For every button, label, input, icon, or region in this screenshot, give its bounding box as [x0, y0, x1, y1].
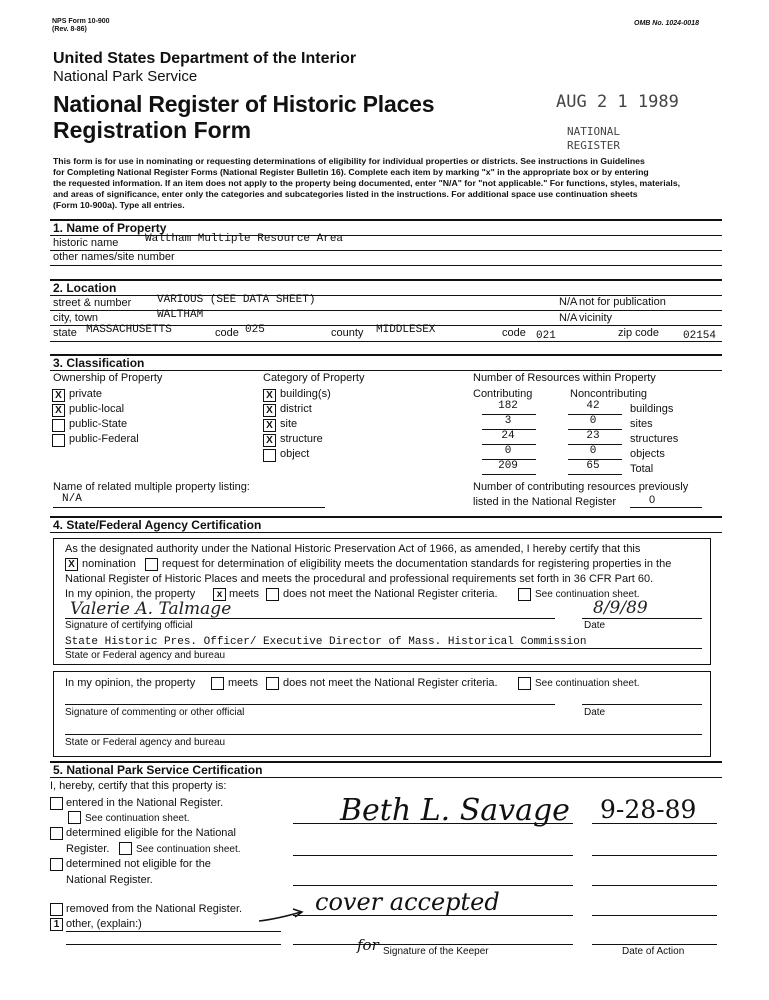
- agency-line: [65, 734, 702, 735]
- contrib-total: 209: [498, 460, 518, 472]
- commenting-signature-label: Signature of commenting or other official: [65, 707, 245, 718]
- public-state-checkbox[interactable]: [52, 419, 65, 432]
- other-label: other, (explain:): [66, 918, 142, 930]
- form-title-line2: Registration Form: [53, 117, 252, 143]
- underline: [482, 474, 536, 475]
- buildings-row-label: buildings: [630, 403, 674, 415]
- keeper-line: [293, 944, 573, 945]
- nfp-label: not for publication: [579, 296, 666, 308]
- district-checkbox[interactable]: X: [263, 404, 276, 417]
- public-federal-checkbox[interactable]: [52, 434, 65, 447]
- continuation-checkbox[interactable]: [518, 588, 531, 601]
- intro-line: (Form 10-900a). Type all entries.: [53, 200, 185, 210]
- previously-listed-label-1: Number of contributing resources previously: [473, 481, 689, 493]
- county-code-label: code: [502, 327, 526, 339]
- meets-checkbox[interactable]: x: [213, 588, 226, 601]
- date-of-action-label: Date of Action: [622, 946, 685, 957]
- county-label: county: [331, 327, 364, 339]
- entered-checkbox[interactable]: [50, 797, 63, 810]
- nomination-checkbox[interactable]: X: [65, 558, 78, 571]
- cert-para-line2: request for determination of eligibility meets the documentation standards for registering properties in the: [162, 558, 672, 570]
- see-cont-2-checkbox[interactable]: [119, 842, 132, 855]
- meets-label: meets: [229, 588, 259, 600]
- ownership-heading: Ownership of Property: [53, 372, 163, 384]
- action-date-value: 9-28-89: [600, 795, 697, 824]
- see-cont-1-checkbox[interactable]: [68, 811, 81, 824]
- date-line: [582, 704, 702, 705]
- city-label: city, town: [53, 312, 99, 324]
- historic-name-value[interactable]: Waltham Multiple Resource Area: [145, 233, 344, 245]
- site-checkbox[interactable]: X: [263, 419, 276, 432]
- determined-not-eligible-label: determined not eligible for the: [66, 858, 211, 870]
- section-1-heading: 1. Name of Property: [53, 221, 167, 235]
- department: United States Department of the Interior: [53, 50, 357, 67]
- private-checkbox[interactable]: X: [52, 389, 65, 402]
- divider: [50, 341, 722, 342]
- keeper-line: [293, 885, 573, 886]
- explain-line: [66, 944, 281, 945]
- certifying-signature: Valerie A. Talmage: [70, 599, 232, 619]
- opinion-label: In my opinion, the property: [65, 588, 196, 600]
- does-not-meet2-checkbox[interactable]: [266, 677, 279, 690]
- certifying-agency-value[interactable]: State Historic Pres. Officer/ Executive Director of Mass. Historical Commission: [65, 636, 587, 648]
- certifying-signature-label: Signature of certifying official: [65, 620, 193, 631]
- public-state-label: public-State: [69, 418, 128, 430]
- form-title-line1: National Register of Historic Places: [53, 91, 435, 117]
- previously-listed-value[interactable]: 0: [649, 494, 656, 506]
- related-listing-label: Name of related multiple property listing:: [53, 481, 250, 493]
- date-line: [592, 944, 717, 945]
- related-listing-value[interactable]: N/A: [62, 493, 82, 505]
- divider: [50, 310, 722, 311]
- omb-number: OMB No. 1024-0018: [634, 20, 699, 27]
- divider: [50, 532, 722, 533]
- see-cont-2-label: See continuation sheet.: [136, 844, 241, 855]
- divider: [50, 370, 722, 371]
- noncontrib-sites: 0: [589, 415, 597, 427]
- date-line: [592, 915, 717, 916]
- see-cont-1-label: See continuation sheet.: [85, 813, 190, 824]
- public-federal-label: public-Federal: [69, 433, 139, 445]
- date-line: [582, 618, 702, 619]
- divider: [50, 777, 722, 778]
- determined-eligible-checkbox[interactable]: [50, 827, 63, 840]
- sites-row-label: sites: [630, 418, 653, 430]
- cert-para-line3: National Register of Historic Places and meets the procedural and professional requirements set forth in 36 CFR Part 60.: [65, 573, 654, 585]
- structures-row-label: structures: [630, 433, 679, 445]
- section-3-heading: 3. Classification: [53, 356, 145, 370]
- cert-para-line1: As the designated authority under the National Historic Preservation Act of 1966, as amended, I hereby certify that this: [65, 543, 641, 555]
- intro-line: the requested information. If an item does not apply to the property being documented, enter "N/A" for "not applicable." For functions, styles, materials,: [53, 178, 681, 188]
- district-label: district: [280, 403, 312, 415]
- contrib-objects: 0: [504, 445, 512, 457]
- vicinity-label: vicinity: [579, 312, 613, 324]
- continuation2-checkbox[interactable]: [518, 677, 531, 690]
- opinion2-label: In my opinion, the property: [65, 677, 196, 689]
- underline: [53, 507, 325, 508]
- entered-label: entered in the National Register.: [66, 797, 224, 809]
- zip-label: zip code: [618, 327, 659, 339]
- contrib-sites: 3: [504, 415, 512, 427]
- for-mark: for: [357, 936, 379, 954]
- agency-line: [65, 648, 702, 649]
- keeper-signature: Beth L. Savage: [340, 793, 570, 828]
- buildings-label: building(s): [280, 388, 331, 400]
- noncontrib-objects: 0: [589, 445, 597, 457]
- nomination-label: nomination: [82, 558, 136, 570]
- determined-not-eligible-label-2: National Register.: [66, 874, 153, 886]
- certifying-agency-label: State or Federal agency and bureau: [65, 650, 226, 661]
- contributing-heading: Contributing: [473, 388, 533, 400]
- does-not-meet-checkbox[interactable]: [266, 588, 279, 601]
- zip-value[interactable]: 02154: [683, 330, 717, 342]
- date-line: [592, 885, 717, 886]
- state-label: state: [53, 327, 77, 339]
- public-local-label: public-local: [69, 403, 125, 415]
- stamp-line-2: REGISTER: [567, 139, 620, 152]
- received-stamp-date: AUG 2 1 1989: [556, 92, 679, 112]
- stamp-line-1: NATIONAL: [567, 125, 620, 138]
- object-checkbox[interactable]: [263, 449, 276, 462]
- structure-label: structure: [280, 433, 323, 445]
- signature-line: [65, 618, 555, 619]
- objects-row-label: objects: [630, 448, 665, 460]
- certifying-date-value: 8/9/89: [593, 598, 648, 618]
- date-line: [592, 855, 717, 856]
- previously-listed-label-2: listed in the National Register: [473, 496, 617, 508]
- removed-checkbox[interactable]: [50, 903, 63, 916]
- noncontrib-buildings: 42: [586, 400, 600, 412]
- state-value[interactable]: MASSACHUSETTS: [86, 324, 172, 336]
- city-value[interactable]: WALTHAM: [157, 309, 204, 321]
- keeper-line: [293, 855, 573, 856]
- other-names-label: other names/site number: [53, 251, 175, 263]
- public-local-checkbox[interactable]: X: [52, 404, 65, 417]
- contrib-structures: 24: [501, 430, 515, 442]
- continuation2-label: See continuation sheet.: [535, 678, 640, 689]
- keeper-signature-label: Signature of the Keeper: [383, 946, 489, 957]
- commenting-agency-label: State or Federal agency and bureau: [65, 737, 226, 748]
- does-not-meet2-label: does not meet the National Register criteria.: [283, 677, 498, 689]
- noncontrib-total: 65: [586, 460, 600, 472]
- explain-handwritten: cover accepted: [315, 888, 500, 916]
- meets2-checkbox[interactable]: [211, 677, 224, 690]
- signature-line: [65, 704, 555, 705]
- nfp-mark[interactable]: N/A: [559, 296, 578, 308]
- request-checkbox[interactable]: [145, 558, 158, 571]
- noncontributing-heading: Noncontributing: [570, 388, 648, 400]
- street-label: street & number: [53, 297, 132, 309]
- other-checkbox[interactable]: 1: [50, 918, 63, 931]
- intro-line: This form is for use in nominating or requesting determinations of eligibility for individual properties or districts. See instructions in Guidelines: [53, 156, 645, 166]
- divider: [50, 354, 722, 356]
- explain-line: [66, 931, 281, 932]
- form-revision: (Rev. 8-86): [52, 26, 87, 33]
- section-4-heading: 4. State/Federal Agency Certification: [53, 518, 262, 532]
- code-label: code: [215, 327, 239, 339]
- determined-not-eligible-checkbox[interactable]: [50, 858, 63, 871]
- divider: [50, 265, 722, 266]
- county-code-value[interactable]: 021: [536, 330, 556, 342]
- intro-text: [53, 156, 680, 211]
- form-number: NPS Form 10-900: [52, 18, 110, 25]
- object-label: object: [280, 448, 310, 460]
- determined-eligible-label: determined eligible for the National: [66, 827, 236, 839]
- underline: [630, 507, 702, 508]
- determined-eligible-label-2: Register.: [66, 843, 110, 855]
- historic-name-label: historic name: [53, 237, 119, 249]
- county-value[interactable]: MIDDLESEX: [376, 324, 436, 336]
- section-5-heading: 5. National Park Service Certification: [53, 763, 263, 777]
- vicinity-mark[interactable]: N/A: [559, 312, 578, 324]
- noncontrib-structures: 23: [586, 430, 600, 442]
- structure-checkbox[interactable]: X: [263, 434, 276, 447]
- certifying-date-label: Date: [584, 620, 606, 631]
- service: National Park Service: [53, 68, 198, 85]
- category-heading: Category of Property: [263, 372, 365, 384]
- nps-intro: I, hereby, certify that this property is:: [50, 780, 227, 792]
- section-2-heading: 2. Location: [53, 281, 117, 295]
- removed-label: removed from the National Register.: [66, 903, 243, 915]
- total-row-label: Total: [630, 463, 654, 475]
- intro-line: and areas of significance, enter only the categories and subcategories listed in the instructions. For additional space use continuation sheets: [53, 189, 638, 199]
- code-value[interactable]: 025: [245, 324, 265, 336]
- resources-heading: Number of Resources within Property: [473, 372, 656, 384]
- does-not-meet-label: does not meet the National Register criteria.: [283, 588, 498, 600]
- street-value[interactable]: VARIOUS (SEE DATA SHEET): [157, 294, 316, 306]
- arrow-icon: [257, 905, 307, 927]
- commenting-date-label: Date: [584, 707, 606, 718]
- site-label: site: [280, 418, 298, 430]
- private-label: private: [69, 388, 103, 400]
- buildings-checkbox[interactable]: X: [263, 389, 276, 402]
- continuation-label: See continuation sheet.: [535, 589, 640, 600]
- divider: [50, 279, 722, 281]
- meets2-label: meets: [228, 677, 258, 689]
- contrib-buildings: 182: [498, 400, 518, 412]
- underline: [568, 474, 622, 475]
- intro-line: for Completing National Register Forms (National Register Bulletin 16). Complete each item by marking "x" in the appropriate box or by entering: [53, 167, 649, 177]
